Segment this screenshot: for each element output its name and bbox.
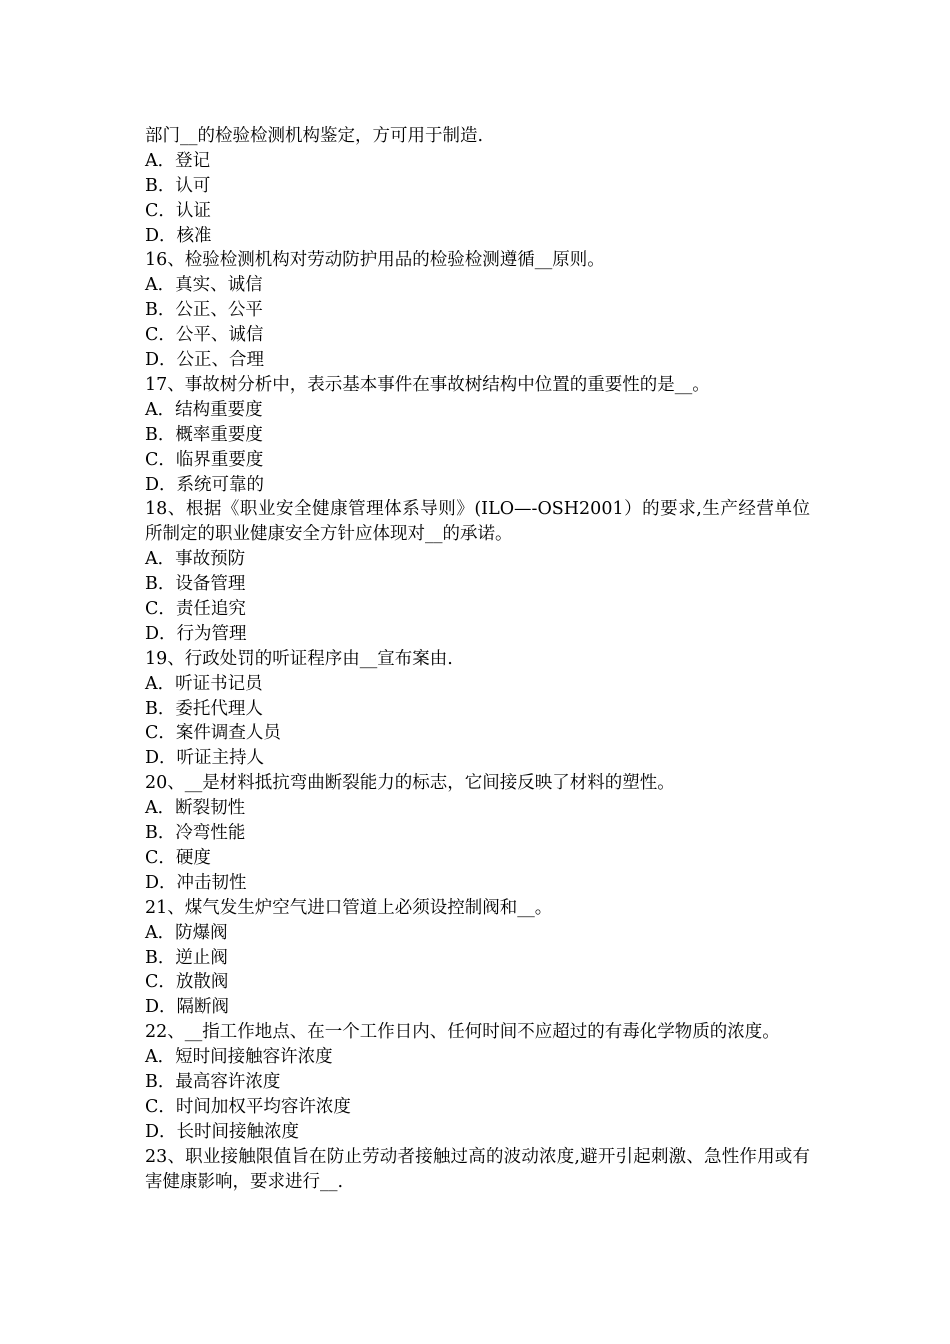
option-d: D．核准: [145, 225, 212, 246]
option-d: D．长时间接触浓度: [145, 1121, 300, 1142]
question-text: 18、根据《职业安全健康管理体系导则》(ILO—-OSH2001）的要求,生产经营单位所制定的职业健康安全方针应体现对__的承诺。: [145, 499, 810, 545]
option-d: D．隔断阀: [145, 997, 230, 1018]
question-text: 21、煤气发生炉空气进口管道上必须设控制阀和__。: [145, 897, 553, 918]
option-a: A．断裂韧性: [145, 798, 246, 819]
question-23: [145, 1145, 810, 1195]
option-b: B．最高容许浓度: [145, 1071, 281, 1092]
question-text: 19、行政处罚的听证程序由__宣布案由.: [145, 648, 453, 669]
option-a: A．登记: [145, 150, 211, 171]
question-text: 17、事故树分析中，表示基本事件在事故树结构中位置的重要性的是__。: [145, 374, 710, 395]
question-16: [145, 248, 810, 372]
option-a: A．事故预防: [145, 549, 246, 570]
option-c: C．认证: [145, 200, 211, 221]
option-b: B．逆止阀: [145, 947, 228, 968]
option-d: D．行为管理: [145, 623, 247, 644]
question-21: [145, 896, 810, 1020]
option-a: A．短时间接触容许浓度: [145, 1047, 333, 1068]
option-d: D．冲击韧性: [145, 872, 247, 893]
option-d: D．听证主持人: [145, 748, 265, 769]
option-c: C．时间加权平均容许浓度: [145, 1096, 351, 1117]
option-c: C．责任追究: [145, 598, 246, 619]
question-18: [145, 497, 810, 646]
option-a: A．防爆阀: [145, 922, 228, 943]
question-text: 20、__是材料抵抗弯曲断裂能力的标志，它间接反映了材料的塑性。: [145, 773, 675, 794]
option-c: C．放散阀: [145, 972, 229, 993]
question-19: [145, 647, 810, 771]
option-b: B．委托代理人: [145, 698, 263, 719]
question-text: 16、检验检测机构对劳动防护用品的检验检测遵循__原则。: [145, 250, 605, 271]
question-22: [145, 1020, 810, 1144]
question-17: [145, 373, 810, 497]
option-a: A．听证书记员: [145, 673, 263, 694]
option-a: A．结构重要度: [145, 399, 263, 420]
question-continuation: 部门__的检验检测机构鉴定，方可用于制造.: [145, 126, 484, 146]
option-d: D．系统可靠的: [145, 474, 265, 495]
question-text: 23、职业接触限值旨在防止劳动者接触过高的波动浓度,避开引起刺激、急性作用或有害健康影响，要求进行__.: [145, 1146, 810, 1192]
option-b: B．设备管理: [145, 574, 246, 595]
option-b: B．概率重要度: [145, 424, 263, 445]
option-b: B．冷弯性能: [145, 823, 246, 844]
option-b: B．认可: [145, 175, 211, 196]
question-text: 22、__指工作地点、在一个工作日内、任何时间不应超过的有毒化学物质的浓度。: [145, 1022, 780, 1043]
option-c: C．临界重要度: [145, 449, 264, 470]
option-c: C．公平、诚信: [145, 325, 264, 346]
question-20: [145, 771, 810, 895]
option-d: D．公正、合理: [145, 350, 265, 371]
option-c: C．硬度: [145, 847, 211, 868]
document-content: [145, 124, 810, 1194]
option-a: A．真实、诚信: [145, 275, 263, 296]
option-b: B．公正、公平: [145, 300, 263, 321]
option-c: C．案件调查人员: [145, 723, 281, 744]
